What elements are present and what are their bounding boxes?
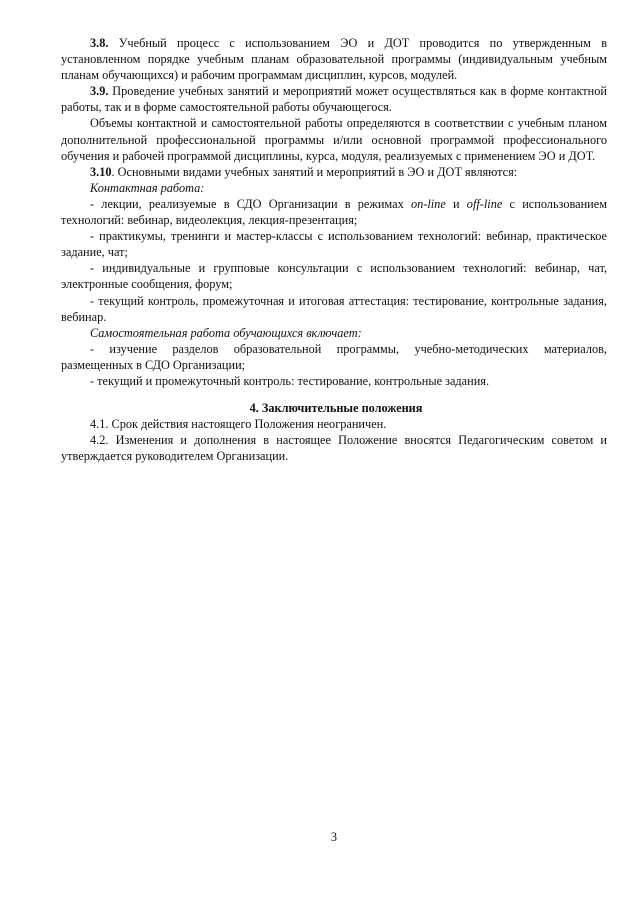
list-item-consultations: - индивидуальные и групповые консультации с использованием технологий: вебинар, чат, электронные сообщения, форум; (61, 261, 607, 292)
contact-work-heading: Контактная работа: (90, 180, 205, 195)
paragraph-text: Учебный процесс с использованием ЭО и ДОТ проводится по утвержденным в установленном порядке учебным планам образовательной программы (индивидуальным учебным планам обучающихся) и рабочим программам дисциплин, курсов, модулей. (61, 36, 607, 83)
paragraph-3-8 (61, 35, 607, 83)
paragraph-text: . Основными видами учебных занятий и мероприятий в ЭО и ДОТ являются: (111, 164, 518, 179)
list-item-current-control: - текущий контроль, промежуточная и итоговая аттестация: тестирование, контрольные задания, вебинар. (61, 293, 607, 324)
paragraph-3-9 (61, 83, 607, 115)
page-number: 3 (330, 830, 338, 844)
clause-number: 3.9. (90, 84, 109, 99)
self-work-heading: Самостоятельная работа обучающихся включает: (90, 325, 362, 340)
paragraph-workload: Объемы контактной и самостоятельной работы определяются в соответствии с учебным планом дополнительной профессиональной программы и/или основной программой профессионального обучения и рабочей программой дисциплины, курса, модуля, реализуемых с применением ЭО и ДОТ. (61, 116, 607, 163)
list-item-study-sections: - изучение разделов образовательной программы, учебно-методических материалов, размещенных в СДО Организации; (61, 341, 607, 372)
paragraph-3-10 (61, 164, 607, 180)
list-item-workshops: - практикумы, тренинги и мастер-классы с использованием технологий: вебинар, практическое задание, чат; (61, 229, 607, 260)
clause-number: 3.10 (90, 164, 112, 179)
paragraph-4-2: 4.2. Изменения и дополнения в настоящее Положение вносятся Педагогическим советом и утверждается руководителем Организации. (61, 433, 607, 464)
online-term: on-line (410, 196, 446, 211)
section-4-title: 4. Заключительные положения (249, 401, 423, 416)
offline-term: off-line (466, 196, 503, 211)
list-item-lectures: - лекции, реализуемые в СДО Организации в режимах on-line и off-line с использованием технологий: вебинар, видеолекция, лекция-презентация; (61, 196, 607, 228)
clause-number: 3.8. (90, 36, 109, 50)
paragraph-text: Проведение учебных занятий и мероприятий может осуществляться как в форме контактной работы, так и в форме самостоятельной работы обучающегося. (61, 84, 607, 115)
paragraph-4-1: 4.1. Срок действия настоящего Положения неограничен. (90, 417, 387, 432)
list-item-intermediate-control: - текущий и промежуточный контроль: тестирование, контрольные задания. (90, 373, 490, 388)
